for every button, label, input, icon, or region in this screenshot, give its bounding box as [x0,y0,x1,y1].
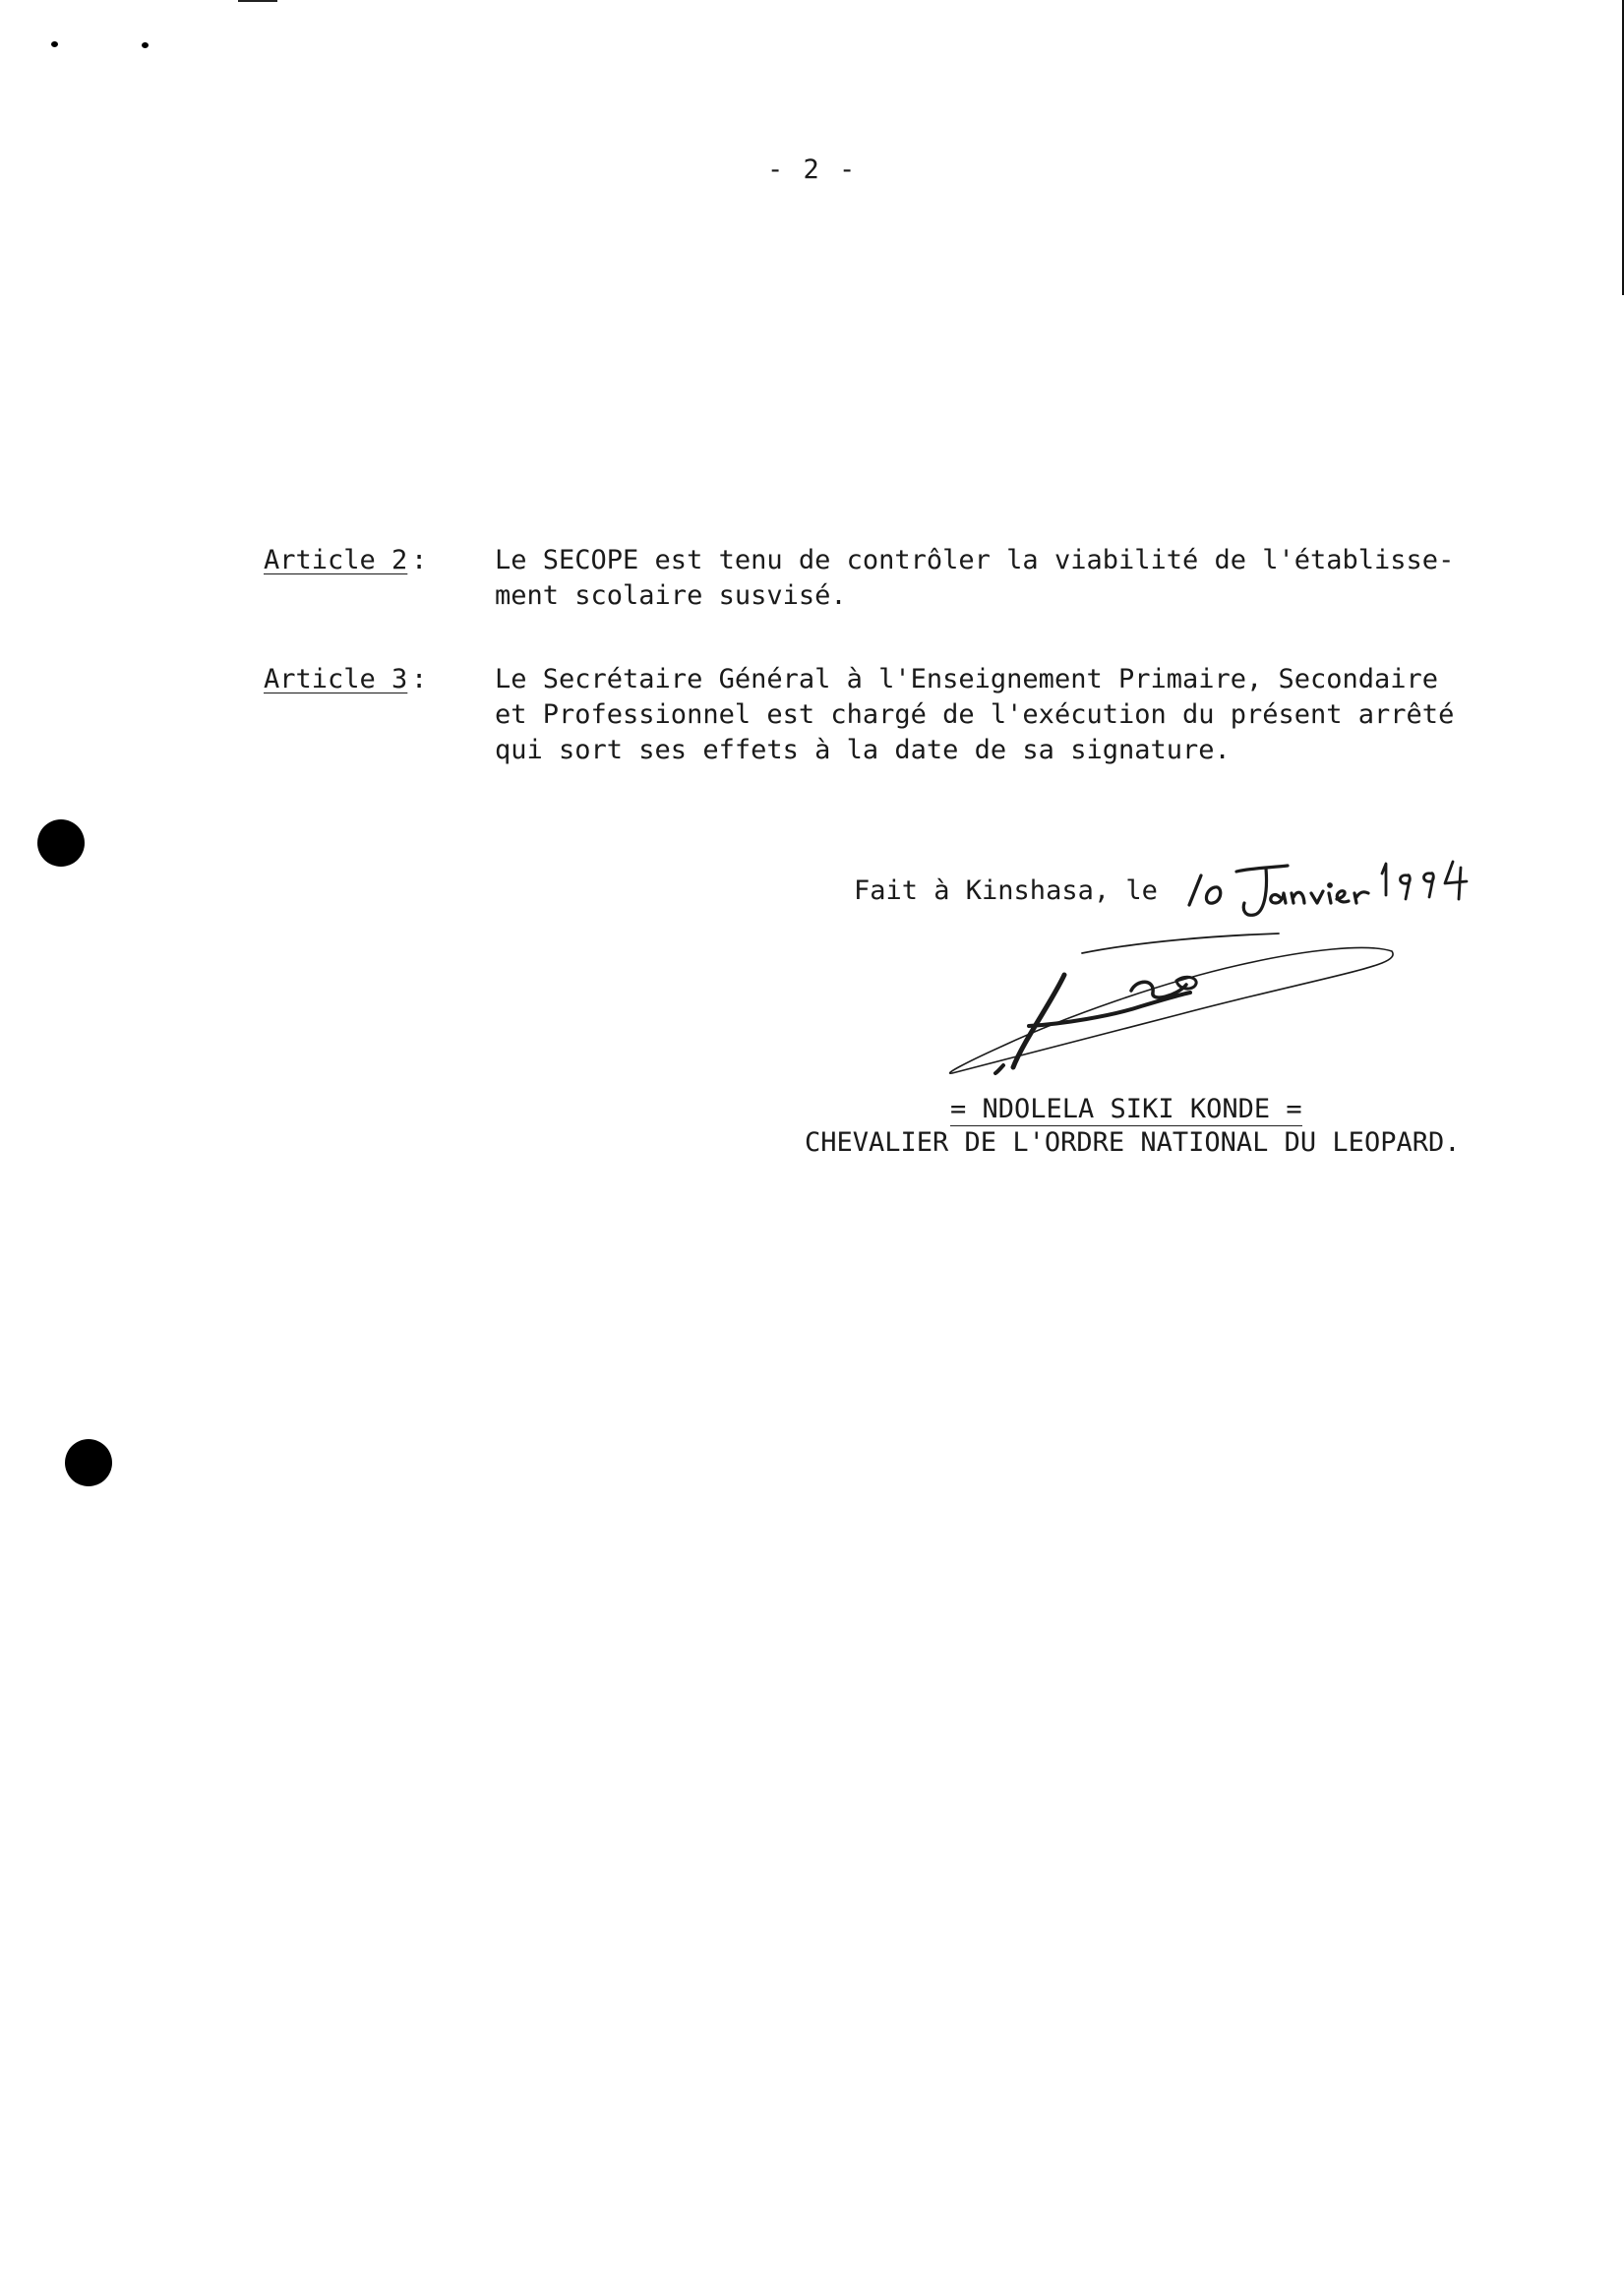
article-colon: : [411,545,428,575]
signatory-name: = NDOLELA SIKI KONDE = [950,1094,1302,1124]
top-rule-mark [238,0,277,2]
article-label: Article 2 [264,545,408,575]
article-line: Le Secrétaire Général à l'Enseignement Primaire, Secondaire [495,664,1439,694]
article-3 [264,662,1493,768]
place-date-label: Fait à Kinshasa, le [854,875,1158,906]
signatory-title: CHEVALIER DE L'ORDRE NATIONAL DU LEOPARD. [805,1127,1461,1158]
article-label: Article 3 [264,664,408,694]
article-line: Le SECOPE est tenu de contrôler la viabilité de l'établisse- [495,545,1455,575]
scan-dot [142,42,149,48]
signature [944,920,1397,1077]
article-line: ment scolaire susvisé. [495,580,847,611]
article-colon: : [411,664,428,694]
article-2 [264,543,1493,614]
article-line: et Professionnel est chargé de l'exécution du présent arrêté [495,699,1455,730]
article-body [495,543,1493,614]
punch-hole [37,819,85,867]
scan-dot [51,41,58,47]
article-line: qui sort ses effets à la date de sa signature. [495,735,1231,765]
page-number: - 2 - [767,154,858,185]
punch-hole [65,1439,112,1486]
article-body [495,662,1493,768]
